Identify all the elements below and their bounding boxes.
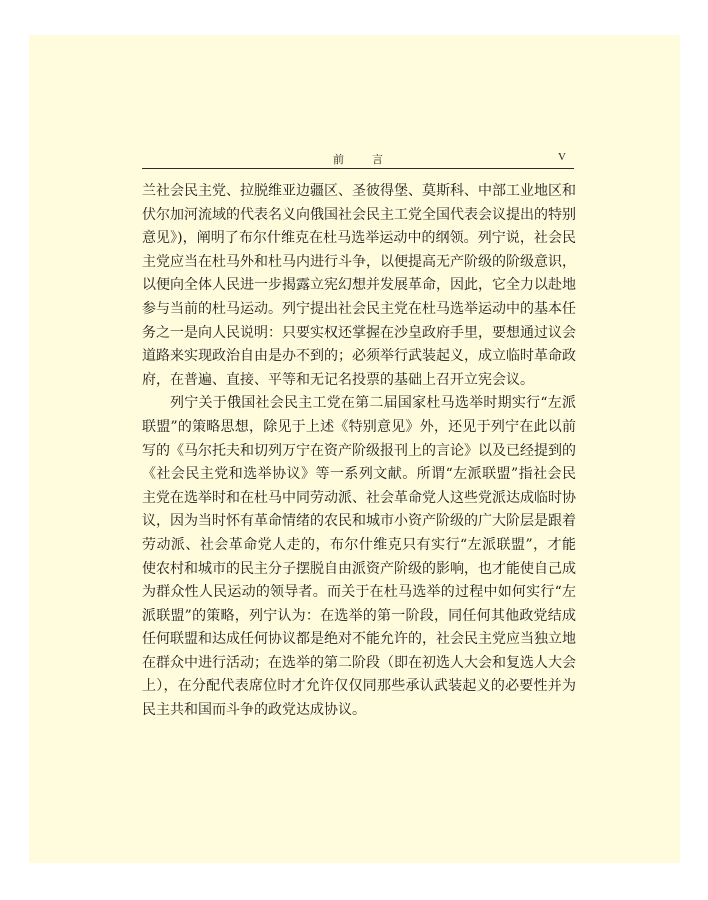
paragraph-left-alliance: 列宁关于俄国社会民主工党在第二届国家杜马选举时期实行“左派联盟”的策略思想，除见于上述《特别意见》外，还见于列宁在此以前写的《马尔托夫和切列万宁在资产阶级报刊上的言论》以及已经提到的《社会民主党和选举协议》等一系列文献。所谓“左派联盟”指社会民主党在选举时和在杜马中同劳动派、社会革命党人这些党派达成临时协议，因为当时怀有革命情绪的农民和城市小资产阶级的广大阶层是跟着劳动派、社会革命党人走的，布尔什维克只有实行“左派联盟”，才能使农村和城市的民主分子摆脱自由派资产阶级的影响，也才能使自己成为群众性人民运动的领导者。而关于在杜马选举的过程中如何实行“左派联盟”的策略，列宁认为：在选举的第一阶段，同任何其他政党结成任何联盟和达成任何协议都是绝对不能允许的，社会民主党应当独立地在群众中进行活动；在选举的第二阶段（即在初选人大会和复选人大会上），在分配代表席位时才允许仅仅同那些承认武装起义的必要性并为民主共和国而斗争的政党达成协议。 (142, 395, 576, 719)
body-text (142, 180, 576, 723)
running-header (142, 148, 574, 169)
paragraph-continued: 兰社会民主党、拉脱维亚边疆区、圣彼得堡、莫斯科、中部工业地区和伏尔加河流域的代表名义向俄国社会民主工党全国代表会议提出的特别意见》)，阐明了布尔什维克在杜马选举运动中的纲领。列宁说，社会民主党应当在杜马外和杜马内进行斗争，以便提高无产阶级的阶级意识，以便向全体人民进一步揭露立宪幻想并发展革命，因此，它全力以赴地参与当前的杜马运动。列宁提出社会民主党在杜马选举运动中的基本任务之一是向人民说明：只要实权还掌握在沙皇政府手里，要想通过议会道路来实现政治自由是办不到的；必须举行武装起义，成立临时革命政府，在普遍、直接、平等和无记名投票的基础上召开立宪会议。 (142, 183, 576, 388)
running-title: 前言 (333, 153, 411, 166)
page-number: V (558, 151, 566, 163)
